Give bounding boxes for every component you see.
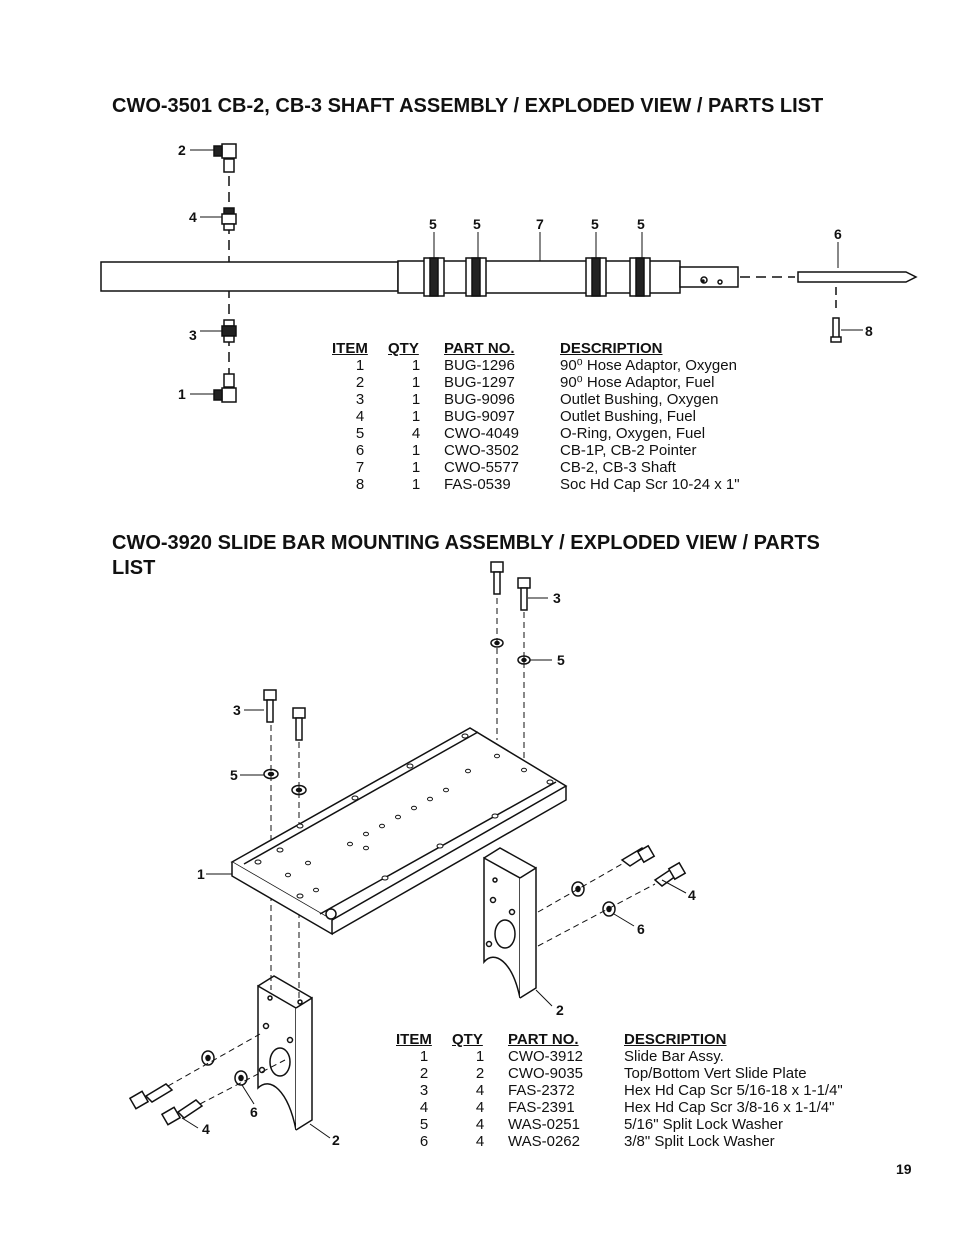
table-row <box>332 442 800 459</box>
desc-cell: Soc Hd Cap Scr 10-24 x 1" <box>560 476 740 493</box>
item-cell: 5 <box>419 1116 429 1133</box>
page-number: 19 <box>896 1161 912 1177</box>
header-description: DESCRIPTION <box>560 340 663 357</box>
callout-4: 4 <box>189 209 197 225</box>
item-cell: 3 <box>419 1082 429 1099</box>
desc-cell: Outlet Bushing, Oxygen <box>560 391 719 408</box>
header-qty: QTY <box>452 1031 483 1048</box>
table-row <box>332 476 800 493</box>
hex-cap-screw-left-part <box>264 690 305 740</box>
qty-cell: 1 <box>475 1048 485 1065</box>
callout-6-left: 6 <box>250 1104 258 1120</box>
callout-5b: 5 <box>473 216 481 232</box>
part-cell: FAS-2391 <box>508 1099 575 1116</box>
callout-5-top: 5 <box>557 652 565 668</box>
item-cell: 1 <box>355 357 365 374</box>
desc-cell: Hex Hd Cap Scr 3/8-16 x 1-1/4" <box>624 1099 835 1116</box>
item-cell: 8 <box>355 476 365 493</box>
hex-cap-screw-lower-left-part <box>130 1084 202 1125</box>
outlet-bushing-oxygen-part <box>222 320 236 342</box>
part-cell: FAS-2372 <box>508 1082 575 1099</box>
item-cell: 4 <box>355 408 365 425</box>
table-header-row <box>396 1031 884 1048</box>
callout-1: 1 <box>197 866 205 882</box>
section2-title: CWO-3920 SLIDE BAR MOUNTING ASSEMBLY / EXPLODED VIEW / PARTS LIST <box>112 532 820 579</box>
part-cell: WAS-0262 <box>508 1133 580 1150</box>
outlet-bushing-fuel-part <box>222 208 236 230</box>
item-cell: 2 <box>419 1065 429 1082</box>
qty-cell: 1 <box>411 374 421 391</box>
part-cell: BUG-9097 <box>444 408 515 425</box>
hex-cap-screw-right-part <box>622 846 685 886</box>
header-item: ITEM <box>396 1031 432 1048</box>
table-header-row <box>332 340 800 357</box>
part-cell: WAS-0251 <box>508 1116 580 1133</box>
header-part-no: PART NO. <box>444 340 515 357</box>
item-cell: 6 <box>419 1133 429 1150</box>
qty-cell: 4 <box>411 425 421 442</box>
desc-cell: 5/16" Split Lock Washer <box>624 1116 784 1133</box>
slide-bar-parts-list-table <box>396 1031 884 1150</box>
callout-2-left: 2 <box>332 1132 340 1148</box>
callout-5d: 5 <box>637 216 645 232</box>
desc-cell: O-Ring, Oxygen, Fuel <box>560 425 706 442</box>
table-row <box>396 1133 884 1150</box>
item-cell: 2 <box>355 374 365 391</box>
callout-4-left: 4 <box>202 1121 210 1137</box>
callout-5a: 5 <box>429 216 437 232</box>
callout-2-right: 2 <box>556 1002 564 1018</box>
qty-cell: 1 <box>411 391 421 408</box>
callout-5c: 5 <box>591 216 599 232</box>
hose-adaptor-oxygen-part <box>214 374 236 402</box>
table-row <box>332 459 800 476</box>
item-cell: 1 <box>419 1048 429 1065</box>
vert-slide-plate-left-part <box>258 976 312 1130</box>
qty-cell: 1 <box>411 459 421 476</box>
qty-cell: 4 <box>475 1099 485 1116</box>
desc-cell: 90⁰ Hose Adaptor, Oxygen <box>560 357 737 374</box>
vert-slide-plate-right-part <box>484 848 536 998</box>
qty-cell: 4 <box>475 1082 485 1099</box>
table-row <box>332 357 800 374</box>
desc-cell: 90⁰ Hose Adaptor, Fuel <box>560 374 715 391</box>
shaft-part <box>101 258 738 296</box>
part-cell: BUG-1296 <box>444 357 515 374</box>
table-row <box>396 1065 884 1082</box>
item-cell: 7 <box>355 459 365 476</box>
part-cell: CWO-3912 <box>508 1048 584 1065</box>
part-cell: CWO-3502 <box>444 442 520 459</box>
table-row <box>396 1116 884 1133</box>
item-cell: 4 <box>419 1099 429 1116</box>
header-qty: QTY <box>388 340 419 357</box>
part-cell: CWO-5577 <box>444 459 520 476</box>
callout-8: 8 <box>865 323 873 339</box>
callout-3: 3 <box>189 327 197 343</box>
qty-cell: 2 <box>475 1065 485 1082</box>
callout-4-right: 4 <box>688 887 696 903</box>
item-cell: 5 <box>355 425 365 442</box>
desc-cell: Top/Bottom Vert Slide Plate <box>624 1065 807 1082</box>
item-cell: 3 <box>355 391 365 408</box>
header-description: DESCRIPTION <box>624 1031 727 1048</box>
table-row <box>396 1082 884 1099</box>
desc-cell: 3/8" Split Lock Washer <box>624 1133 775 1150</box>
qty-cell: 4 <box>475 1133 485 1150</box>
table-row <box>396 1099 884 1116</box>
qty-cell: 4 <box>475 1116 485 1133</box>
header-item: ITEM <box>332 340 368 357</box>
part-cell: CWO-4049 <box>444 425 520 442</box>
callout-2: 2 <box>178 142 186 158</box>
desc-cell: Hex Hd Cap Scr 5/16-18 x 1-1/4" <box>624 1082 843 1099</box>
table-row <box>332 425 800 442</box>
callout-7: 7 <box>536 216 544 232</box>
shaft-parts-list-table <box>332 340 800 493</box>
desc-cell: CB-2, CB-3 Shaft <box>560 459 676 476</box>
pointer-part <box>798 272 916 282</box>
hose-adaptor-fuel-part <box>214 144 236 172</box>
part-cell: FAS-0539 <box>444 476 511 493</box>
callout-3-top: 3 <box>553 590 561 606</box>
table-row <box>332 408 800 425</box>
table-row <box>332 374 800 391</box>
qty-cell: 1 <box>411 408 421 425</box>
desc-cell: Slide Bar Assy. <box>624 1048 724 1065</box>
item-cell: 6 <box>355 442 365 459</box>
table-row <box>332 391 800 408</box>
callout-6-right: 6 <box>637 921 645 937</box>
desc-cell: Outlet Bushing, Fuel <box>560 408 696 425</box>
qty-cell: 1 <box>411 442 421 459</box>
desc-cell: CB-1P, CB-2 Pointer <box>560 442 697 459</box>
table-row <box>396 1048 884 1065</box>
callout-5-left: 5 <box>230 767 238 783</box>
part-cell: CWO-9035 <box>508 1065 584 1082</box>
part-cell: BUG-9096 <box>444 391 515 408</box>
qty-cell: 1 <box>411 357 421 374</box>
qty-cell: 1 <box>411 476 421 493</box>
part-cell: BUG-1297 <box>444 374 515 391</box>
header-part-no: PART NO. <box>508 1031 579 1048</box>
callout-3-left: 3 <box>233 702 241 718</box>
callout-1: 1 <box>178 386 186 402</box>
callout-6: 6 <box>834 226 842 242</box>
cap-screw-part <box>831 318 841 342</box>
section1-title: CWO-3501 CB-2, CB-3 SHAFT ASSEMBLY / EXPLODED VIEW / PARTS LIST <box>112 95 824 117</box>
